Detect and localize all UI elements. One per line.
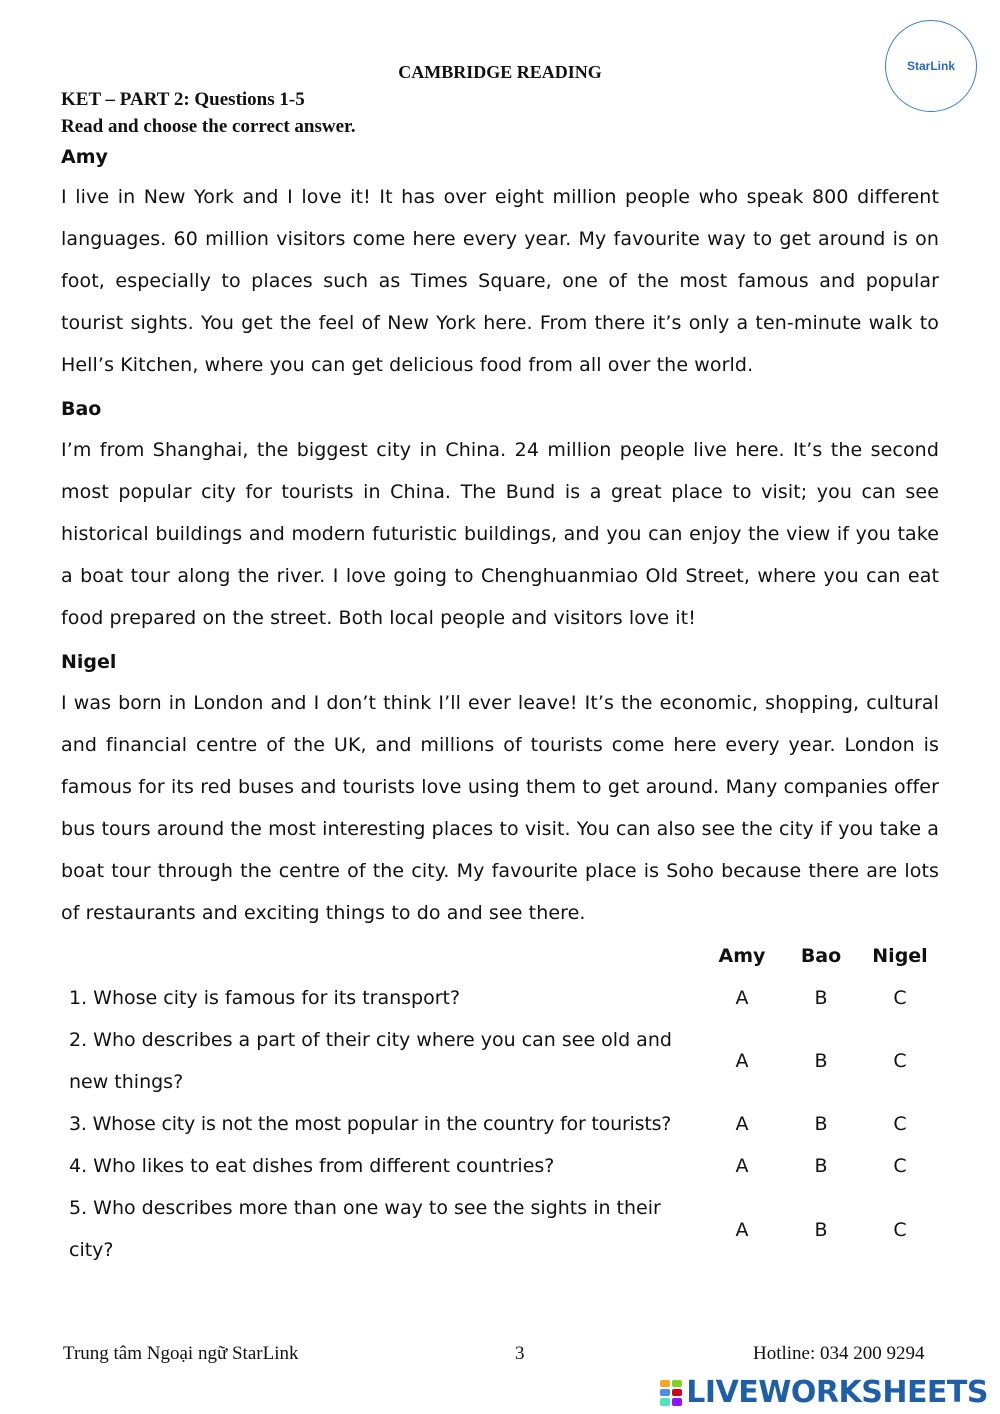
q1-option-b[interactable]: B: [814, 987, 828, 1009]
question-4: 4. Who likes to eat dishes from different countries?: [69, 1155, 555, 1177]
passage-name-nigel: Nigel: [61, 651, 117, 673]
q4-option-a[interactable]: A: [735, 1155, 749, 1177]
q4-option-c[interactable]: C: [893, 1155, 907, 1177]
q4-option-b[interactable]: B: [814, 1155, 828, 1177]
q5-option-b[interactable]: B: [814, 1219, 828, 1241]
q3-option-a[interactable]: A: [735, 1113, 749, 1135]
page-number: 3: [515, 1343, 525, 1364]
question-2: 2. Who describes a part of their city where you can see old and new things?: [69, 1029, 672, 1093]
q3-option-c[interactable]: C: [893, 1113, 907, 1135]
column-header-bao: Bao: [800, 945, 842, 967]
passage-text-bao: I’m from Shanghai, the biggest city in China. 24 million people live here. It’s the second most popular city for tourists in China. The Bund is a great place to visit; you can see historical buildings and modern futuristic buildings, and you can enjoy the view if you take a boat tour along the river. I love going to Chenghuanmiao Old Street, where you can eat food prepared on the street. Both local people and visitors love it!: [61, 439, 939, 629]
passage-text-amy: I live in New York and I love it! It has over eight million people who speak 800 different languages. 60 million visitors come here every year. My favourite way to get around is on foot, especially to places such as Times Square, one of the most famous and popular tourist sights. You get the feel of New York here. From there it’s only a ten-minute walk to Hell’s Kitchen, where you can get delicious food from all over the world.: [61, 186, 939, 376]
question-1: 1. Whose city is famous for its transport?: [69, 987, 461, 1009]
instruction: Read and choose the correct answer.: [61, 116, 356, 137]
q2-option-b[interactable]: B: [814, 1050, 828, 1072]
q5-option-c[interactable]: C: [893, 1219, 907, 1241]
document-title: CAMBRIDGE READING: [398, 62, 602, 82]
liveworksheets-brand[interactable]: [660, 1375, 988, 1410]
q3-option-b[interactable]: B: [814, 1113, 828, 1135]
passage-name-bao: Bao: [61, 398, 102, 420]
column-header-nigel: Nigel: [872, 945, 928, 967]
passage-text-nigel: I was born in London and I don’t think I’ll ever leave! It’s the economic, shopping, cultural and financial centre of the UK, and millions of tourists come here every year. London is famous for its red buses and tourists love using them to get around. Many companies offer bus tours around the most interesting places to visit. You can also see the city if you take a boat tour through the centre of the city. My favourite place is Soho because there are lots of restaurants and exciting things to do and see there.: [61, 692, 939, 924]
liveworksheets-wordmark: LIVEWORKSHEETS: [686, 1375, 988, 1410]
footer-hotline: Hotline: 034 200 9294: [753, 1343, 925, 1364]
q5-option-a[interactable]: A: [735, 1219, 749, 1241]
passage-name-amy: Amy: [61, 146, 108, 168]
question-5: 5. Who describes more than one way to see the sights in their city?: [69, 1197, 661, 1261]
footer-center-name: Trung tâm Ngoại ngữ StarLink: [63, 1343, 299, 1364]
column-header-amy: Amy: [718, 945, 766, 967]
q1-option-c[interactable]: C: [893, 987, 907, 1009]
starlink-logo: StarLink: [885, 20, 977, 112]
q2-option-a[interactable]: A: [735, 1050, 749, 1072]
q2-option-c[interactable]: C: [893, 1050, 907, 1072]
part-heading: KET – PART 2: Questions 1-5: [61, 89, 305, 110]
q1-option-a[interactable]: A: [735, 987, 749, 1009]
question-3: 3. Whose city is not the most popular in the country for tourists?: [69, 1113, 672, 1135]
liveworksheets-icon: [660, 1380, 682, 1406]
